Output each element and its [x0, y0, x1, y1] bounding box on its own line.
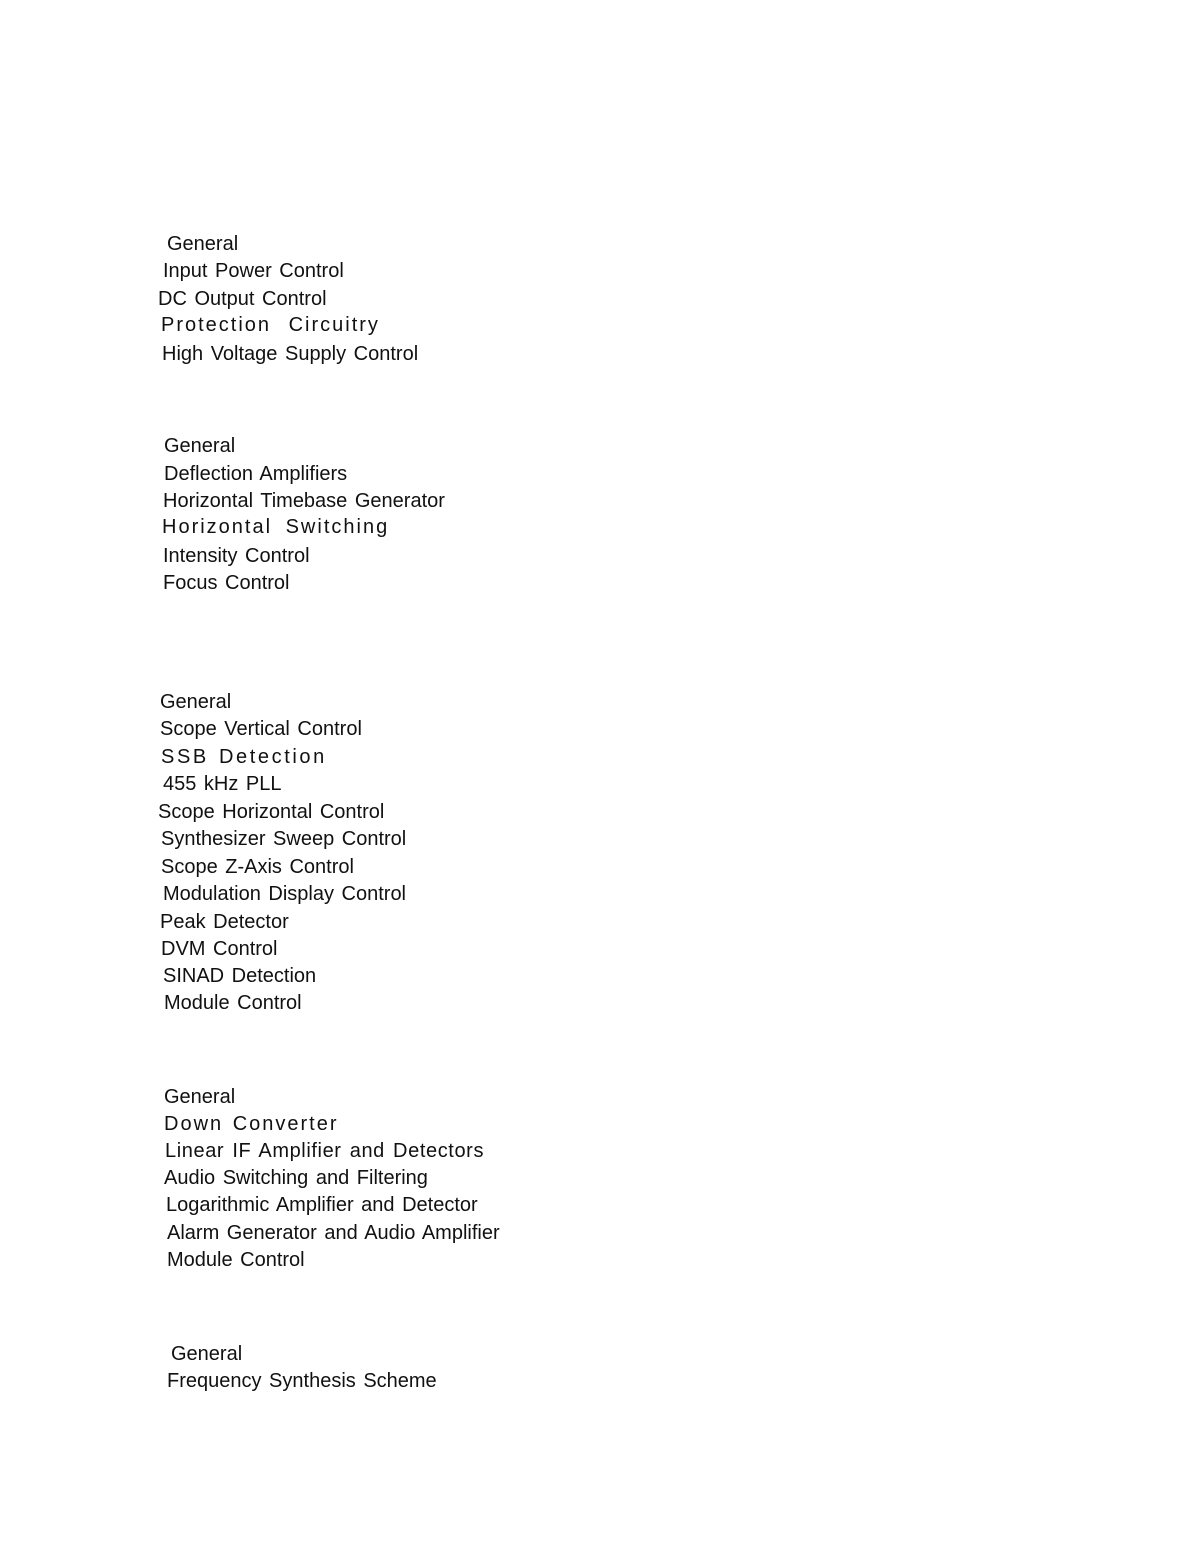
list-item: DC Output Control	[158, 288, 327, 310]
list-item: Horizontal Timebase Generator	[163, 490, 445, 512]
list-item: Peak Detector	[160, 911, 289, 933]
list-item: DVM Control	[161, 938, 278, 960]
list-item: Linear IF Amplifier and Detectors	[165, 1140, 485, 1162]
list-item: General	[164, 1086, 236, 1108]
list-item: Horizontal Switching	[162, 516, 390, 538]
list-item: Frequency Synthesis Scheme	[167, 1370, 437, 1392]
list-item: Protection Circuitry	[161, 314, 380, 336]
list-item: Down Converter	[164, 1113, 339, 1135]
list-item: SSB Detection	[161, 746, 327, 768]
list-item: SINAD Detection	[163, 965, 317, 987]
list-item: General	[164, 435, 236, 457]
list-item: Audio Switching and Filtering	[164, 1167, 428, 1189]
list-item: Module Control	[164, 992, 302, 1014]
list-item: General	[167, 233, 239, 255]
list-item: Alarm Generator and Audio Amplifier	[167, 1222, 500, 1244]
list-item: Synthesizer Sweep Control	[161, 828, 407, 850]
list-item: Focus Control	[163, 572, 290, 594]
list-item: General	[171, 1343, 243, 1365]
list-item: Input Power Control	[163, 260, 344, 282]
list-item: Modulation Display Control	[163, 883, 407, 905]
list-item: Module Control	[167, 1249, 305, 1271]
list-item: Scope Horizontal Control	[158, 801, 385, 823]
list-item: Deflection Amplifiers	[164, 463, 348, 485]
list-item: 455 kHz PLL	[163, 773, 282, 795]
list-item: General	[160, 691, 232, 713]
list-item: Scope Vertical Control	[160, 718, 362, 740]
list-item: Logarithmic Amplifier and Detector	[166, 1194, 478, 1216]
list-item: Intensity Control	[163, 545, 310, 567]
list-item: Scope Z-Axis Control	[161, 856, 354, 878]
list-item: High Voltage Supply Control	[162, 343, 419, 365]
